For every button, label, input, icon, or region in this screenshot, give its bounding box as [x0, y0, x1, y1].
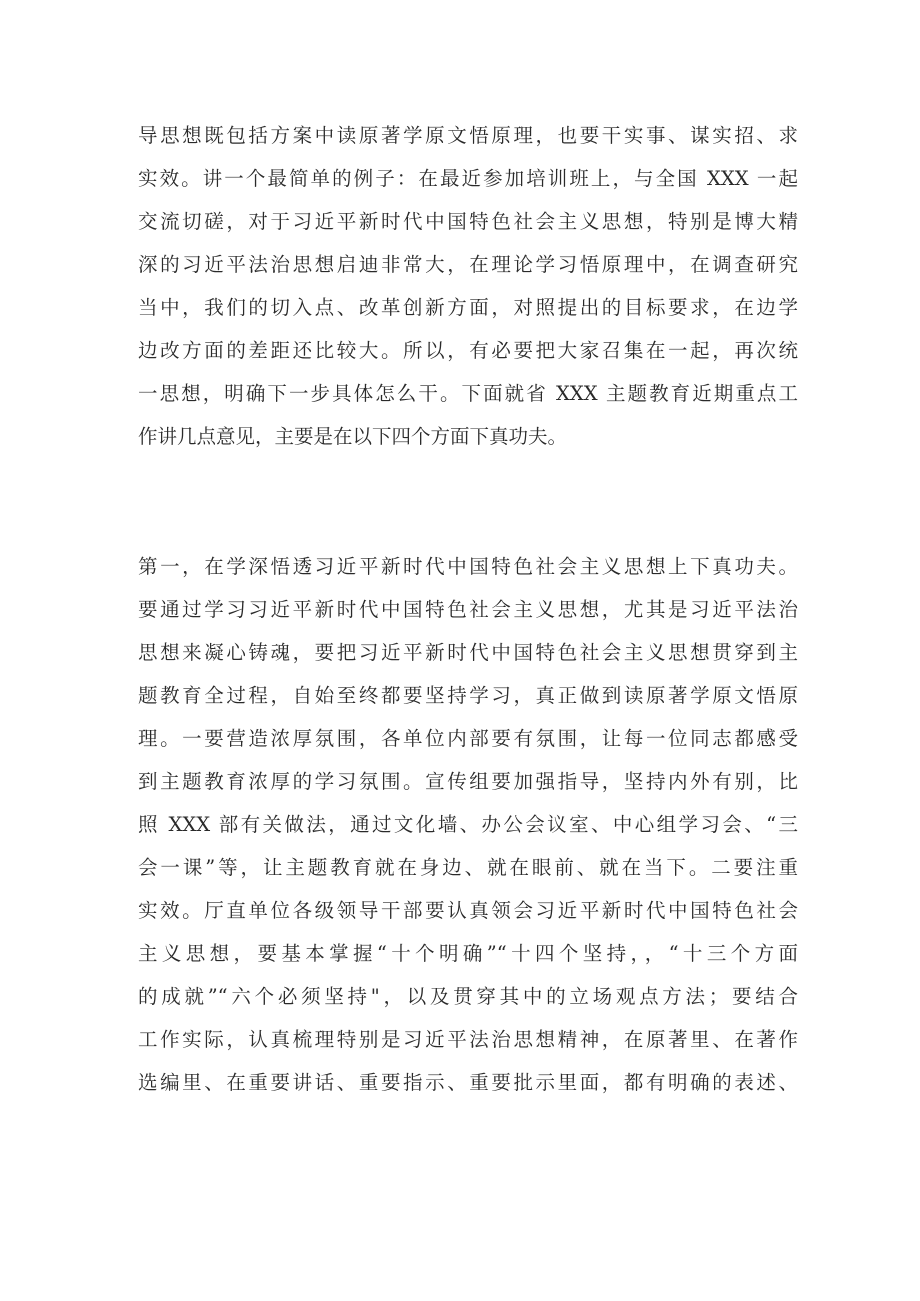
text-line: 理。一要营造浓厚氛围，各单位内部要有氛围，让每一位同志都感受 [138, 727, 798, 750]
text-line: 作讲几点意见，主要是在以下四个方面下真功夫。 [138, 425, 568, 448]
text-line: 的成就”“六个必须坚持"，以及贯穿其中的立场观点方法；要结合 [138, 985, 798, 1008]
text-line: 选编里、在重要讲话、重要指示、重要批示里面，都有明确的表述、 [138, 1071, 798, 1094]
text-line: 会一课”等，让主题教育就在身边、就在眼前、就在当下。二要注重 [138, 856, 798, 879]
text-line: 交流切磋，对于习近平新时代中国特色社会主义思想，特别是博大精 [138, 210, 798, 233]
text-line: 工作实际，认真梳理特别是习近平法治思想精神，在原著里、在著作 [138, 1028, 798, 1051]
paragraph-first-point [138, 545, 798, 1104]
text-line: 深的习近平法治思想启迪非常大，在理论学习悟原理中，在调查研究 [138, 253, 798, 276]
text-line: 边改方面的差距还比较大。所以，有必要把大家召集在一起，再次统 [138, 339, 798, 362]
text-line: 实效。厅直单位各级领导干部要认真领会习近平新时代中国特色社会 [138, 899, 798, 922]
text-line: 要通过学习习近平新时代中国特色社会主义思想，尤其是习近平法治 [138, 598, 798, 621]
text-line: 题教育全过程，自始至终都要坚持学习，真正做到读原著学原文悟原 [138, 684, 798, 707]
text-line: 照 XXX 部有关做法，通过文化墙、办公会议室、中心组学习会、“三 [138, 813, 798, 836]
text-line: 一思想，明确下一步具体怎么干。下面就省 XXX 主题教育近期重点工 [138, 382, 798, 405]
text-line: 当中，我们的切入点、改革创新方面，对照提出的目标要求，在边学 [138, 296, 798, 319]
text-line: 到主题教育浓厚的学习氛围。宣传组要加强指导，坚持内外有别，比 [138, 770, 798, 793]
text-line: 实效。讲一个最简单的例子：在最近参加培训班上，与全国 XXX 一起 [138, 167, 798, 190]
text-line: 第一，在学深悟透习近平新时代中国特色社会主义思想上下真功夫。 [138, 555, 798, 578]
paragraph-intro [138, 114, 798, 458]
text-line: 导思想既包括方案中读原著学原文悟原理，也要干实事、谋实招、求 [138, 124, 798, 147]
text-line: 思想来凝心铸魂，要把习近平新时代中国特色社会主义思想贯穿到主 [138, 641, 798, 664]
text-line: 主义思想，要基本掌握“十个明确”“十四个坚持，，“十三个方面 [138, 942, 798, 965]
